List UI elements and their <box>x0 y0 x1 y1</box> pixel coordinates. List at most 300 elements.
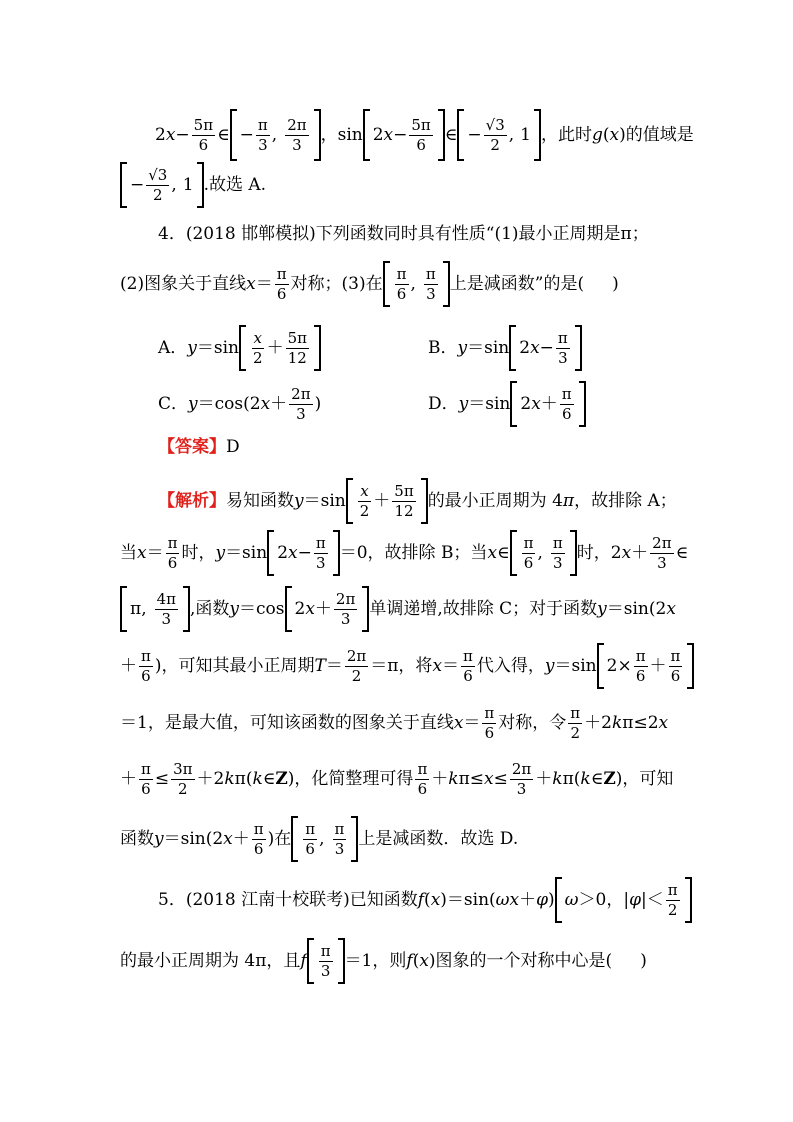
denominator: 3 <box>426 284 436 303</box>
question-4-line-2 <box>120 258 619 310</box>
numerator: π <box>253 819 264 838</box>
left-bracket <box>291 816 298 862</box>
text: ＝sin <box>196 337 240 358</box>
fraction <box>303 819 317 858</box>
var-y: y <box>215 542 226 563</box>
var-y: y <box>187 337 197 358</box>
text: 代入得， <box>476 655 545 676</box>
text: ＝sin <box>225 542 268 563</box>
analysis-line-6 <box>120 756 673 802</box>
numerator: π <box>417 759 428 778</box>
denominator: 2 <box>351 666 362 685</box>
fraction <box>556 328 570 367</box>
question-5-line-1 <box>158 874 692 926</box>
text: ＝ <box>463 712 481 733</box>
left-bracket <box>285 586 292 632</box>
text: ＋ <box>631 542 649 563</box>
var-x: x <box>137 542 147 563</box>
analysis-line-2 <box>120 528 688 578</box>
text: ，此时 <box>540 124 592 145</box>
text: ，故排除 A； <box>574 490 677 511</box>
fraction <box>634 646 648 685</box>
numerator: π <box>396 264 407 283</box>
numerator: π <box>463 646 473 665</box>
var-f: f <box>300 950 307 971</box>
text: )，可知其最小正周期 <box>154 655 315 676</box>
text: − <box>130 174 145 195</box>
fraction <box>669 646 683 685</box>
text: 对称，令 <box>498 712 567 733</box>
option-d[interactable] <box>428 378 586 430</box>
fraction <box>251 328 265 367</box>
numerator: π <box>425 264 436 283</box>
right-bracket <box>362 586 369 632</box>
fraction <box>256 115 270 154</box>
numerator: π <box>305 819 316 838</box>
var-x: x <box>453 712 464 733</box>
var-T: T <box>314 655 326 676</box>
denominator: 6 <box>141 779 151 798</box>
right-bracket <box>575 325 582 371</box>
left-bracket <box>509 325 516 371</box>
numerator: π <box>561 384 572 403</box>
denominator: 6 <box>276 284 287 303</box>
denominator: 2 <box>178 779 188 798</box>
analysis-line-5 <box>120 700 668 746</box>
paren-group <box>239 325 321 371</box>
text: ∈ <box>217 124 230 145</box>
denominator: 12 <box>394 501 414 520</box>
fraction <box>395 264 409 303</box>
denominator: 6 <box>417 779 428 798</box>
text: ∈ <box>590 768 604 789</box>
numerator: π <box>667 880 678 899</box>
text: ＝1，则 <box>344 950 407 971</box>
left-bracket <box>363 109 370 161</box>
text: 5．(2018 江南十校联考)已知函数 <box>158 889 418 910</box>
fraction <box>666 880 680 919</box>
var-x: x <box>432 655 443 676</box>
numerator: √3 <box>485 115 505 134</box>
var-x: x <box>658 712 669 733</box>
numerator: 2π <box>291 384 311 403</box>
var-x: x <box>419 950 429 971</box>
text: ＋ <box>519 889 537 910</box>
text: , <box>271 124 278 145</box>
analysis-label: 【解析】 <box>158 490 226 511</box>
text: ( <box>424 889 431 910</box>
fraction <box>192 115 215 154</box>
right-bracket <box>534 109 541 161</box>
var-x: x <box>246 273 256 294</box>
text: ∈ <box>444 124 458 145</box>
text: ( <box>602 124 610 145</box>
paren-group <box>509 325 582 371</box>
text: ) <box>314 393 322 414</box>
fraction <box>484 115 507 154</box>
denominator: 6 <box>670 666 681 685</box>
option-b[interactable] <box>428 322 582 374</box>
question-5-line-2 <box>120 934 647 988</box>
text: ,函数 <box>190 598 230 619</box>
paren-group <box>597 643 695 689</box>
denominator: 6 <box>635 666 646 685</box>
fraction <box>139 646 153 685</box>
paren-group <box>267 530 340 576</box>
text: 1 <box>182 174 194 195</box>
fraction <box>424 264 438 303</box>
fraction <box>286 328 309 367</box>
left-bracket <box>120 162 127 208</box>
text: ＝sin(2 <box>163 828 224 849</box>
denominator: 3 <box>558 348 568 367</box>
text: ) <box>619 124 626 145</box>
text: ) <box>640 950 647 971</box>
interval-bracket <box>510 530 577 576</box>
left-bracket <box>597 643 604 689</box>
text: − <box>175 124 190 145</box>
text: ＝sin <box>468 393 511 414</box>
question-4-line-1 <box>158 222 649 246</box>
numerator: π <box>167 533 178 552</box>
text: ＋ <box>649 655 667 676</box>
text: 上是减函数”的是( <box>449 273 585 294</box>
text: ≤ <box>154 768 170 789</box>
var-phi: φ <box>629 889 641 910</box>
right-bracket <box>314 109 321 161</box>
denominator: 6 <box>523 553 534 572</box>
text: ＝cos <box>239 598 285 619</box>
numerator: 5π <box>193 115 214 134</box>
text: π( <box>562 768 581 789</box>
numerator: π <box>557 328 568 347</box>
text: ) <box>612 273 619 294</box>
left-bracket <box>383 261 390 307</box>
numerator: π <box>320 941 331 960</box>
right-bracket <box>685 877 692 923</box>
var-k: k <box>552 768 563 789</box>
text: 当 <box>120 542 137 563</box>
denominator: 6 <box>198 135 209 154</box>
right-bracket <box>314 325 321 371</box>
denominator: 3 <box>334 839 345 858</box>
numerator: π <box>334 819 345 838</box>
denominator: 3 <box>292 135 302 154</box>
text: (2)图象关于直线 <box>120 273 247 294</box>
text: ＋ <box>540 393 558 414</box>
var-k: k <box>224 768 235 789</box>
numerator: 2π <box>287 115 307 134</box>
text: ， <box>320 124 338 145</box>
denominator: 2 <box>570 723 580 742</box>
denominator: 2 <box>359 501 370 520</box>
text: .故选 A. <box>203 174 267 195</box>
right-bracket <box>351 816 358 862</box>
var-k: k <box>611 712 623 733</box>
text: ＋ <box>232 828 250 849</box>
fraction <box>166 533 180 572</box>
text: ＞0，| <box>578 889 630 910</box>
numerator: 5π <box>287 328 307 347</box>
var-x: x <box>165 124 176 145</box>
text: ∈ <box>262 768 276 789</box>
numerator: π <box>670 646 681 665</box>
denominator: 12 <box>287 348 307 367</box>
var-x: x <box>288 542 298 563</box>
text: )＝sin( <box>440 889 496 910</box>
var-x: x <box>621 542 632 563</box>
text: ＝ <box>146 542 164 563</box>
var-omega: ω <box>495 889 510 910</box>
interval-bracket <box>120 586 190 632</box>
text: ＋ <box>120 768 137 789</box>
numerator: π <box>257 115 268 134</box>
option-label: B． <box>428 337 458 358</box>
option-label: D． <box>428 393 459 414</box>
text: 函数 <box>120 828 154 849</box>
fraction <box>409 115 432 154</box>
text: 的最小正周期为 4π，且 <box>120 950 301 971</box>
option-c[interactable] <box>158 378 321 430</box>
text: ＋ <box>431 768 449 789</box>
denominator: 2 <box>253 348 263 367</box>
answer-line <box>158 436 240 458</box>
fraction <box>650 533 673 572</box>
denominator: 3 <box>657 553 667 572</box>
numerator: 5π <box>411 115 431 134</box>
right-bracket <box>338 938 345 984</box>
denominator: 3 <box>296 404 306 423</box>
denominator: 6 <box>561 404 572 423</box>
fraction <box>568 703 582 742</box>
paren-group <box>363 109 445 161</box>
var-y: y <box>597 598 607 619</box>
var-y: y <box>544 655 555 676</box>
text: ＝ <box>442 655 460 676</box>
text: 的最小正周期为 4 <box>427 490 563 511</box>
right-bracket <box>570 530 577 576</box>
text: ) <box>548 889 555 910</box>
right-bracket <box>443 261 450 307</box>
left-bracket <box>555 877 562 923</box>
interval-bracket <box>120 162 204 208</box>
text: 2 <box>519 337 531 358</box>
fraction <box>146 165 169 204</box>
numerator: 2π <box>511 759 532 778</box>
set-Z: Z <box>275 768 288 789</box>
text: ( <box>412 950 420 971</box>
fraction <box>333 819 347 858</box>
text: ＝sin <box>467 337 510 358</box>
left-bracket <box>346 478 353 524</box>
left-bracket <box>457 109 464 161</box>
interval-bracket <box>230 109 321 161</box>
text: ∈ <box>675 542 689 563</box>
right-bracket <box>438 109 445 161</box>
var-f: f <box>406 950 413 971</box>
numerator: π <box>141 646 151 665</box>
left-bracket <box>230 109 237 161</box>
text: ＋ <box>270 393 288 414</box>
numerator: π <box>141 759 151 778</box>
text: ＋ <box>120 655 137 676</box>
var-x: x <box>609 124 620 145</box>
text: ＝π，将 <box>370 655 433 676</box>
denominator: 3 <box>316 553 326 572</box>
fraction <box>358 481 372 520</box>
text: − <box>239 124 254 145</box>
right-bracket <box>183 586 190 632</box>
text: 2 <box>155 124 166 145</box>
var-x: x <box>531 393 541 414</box>
text: − <box>467 124 482 145</box>
left-bracket <box>510 530 517 576</box>
left-bracket <box>307 938 314 984</box>
text: ＝cos(2 <box>197 393 261 414</box>
text: 时， <box>181 542 216 563</box>
text: π <box>130 598 142 619</box>
fraction <box>171 759 194 798</box>
numerator: 4π <box>156 589 176 608</box>
numerator: x <box>360 481 369 500</box>
fraction <box>461 646 475 685</box>
numerator: π <box>552 533 563 552</box>
var-y: y <box>229 598 240 619</box>
text: π <box>562 490 575 511</box>
denominator: 6 <box>305 839 315 858</box>
right-bracket <box>579 381 586 427</box>
text: ＝sin <box>303 490 346 511</box>
interval-bracket <box>457 109 541 161</box>
fraction <box>319 941 333 980</box>
numerator: 2π <box>346 646 367 665</box>
paren-group <box>307 938 345 984</box>
left-bracket <box>239 325 246 371</box>
fraction <box>285 115 308 154</box>
text: 对称；(3)在 <box>290 273 383 294</box>
analysis-line-1 <box>158 476 677 526</box>
text: 单调递增,故排除 C；对于函数 <box>369 598 598 619</box>
question-text: 4．(2018 邯郸模拟)下列函数同时具有性质“(1)最小正周期是π； <box>158 223 649 244</box>
numerator: x <box>253 328 263 347</box>
text: , <box>141 598 147 619</box>
var-y: y <box>188 393 198 414</box>
option-a[interactable] <box>158 322 321 374</box>
numerator: π <box>276 264 287 283</box>
var-x: x <box>487 542 498 563</box>
text: ＋2 <box>584 712 612 733</box>
fraction <box>252 819 266 858</box>
text: ＋ <box>314 598 332 619</box>
text: , <box>410 273 416 294</box>
text: − <box>539 337 554 358</box>
var-k: k <box>580 768 591 789</box>
numerator: π <box>484 703 495 722</box>
denominator: 3 <box>320 961 331 980</box>
interval-bracket <box>291 816 358 862</box>
text: ＋ <box>373 490 391 511</box>
answer-value: D <box>226 436 240 457</box>
numerator: π <box>315 533 326 552</box>
text: π( <box>234 768 253 789</box>
option-label: C． <box>158 393 189 414</box>
numerator: 5π <box>394 481 414 500</box>
text: 上是减函数．故选 D. <box>358 828 519 849</box>
var-x: x <box>530 337 540 358</box>
solution-line-2 <box>120 160 266 210</box>
denominator: 6 <box>396 284 407 303</box>
var-k: k <box>252 768 263 789</box>
text: π≤ <box>458 768 485 789</box>
denominator: 3 <box>161 609 172 628</box>
numerator: π <box>523 533 534 552</box>
fraction <box>155 589 178 628</box>
numerator: 2π <box>335 589 356 608</box>
var-k: k <box>448 768 459 789</box>
text: )，可知 <box>615 768 674 789</box>
text: π≤2 <box>622 712 659 733</box>
var-x: x <box>383 124 394 145</box>
var-y: y <box>294 490 304 511</box>
text: , <box>537 542 543 563</box>
paren-group <box>555 877 692 923</box>
option-label: A． <box>158 337 188 358</box>
var-x: x <box>305 598 315 619</box>
fraction <box>560 384 574 423</box>
fraction <box>392 481 415 520</box>
right-bracket <box>421 478 428 524</box>
text: 易知函数 <box>226 490 294 511</box>
text: ＝ <box>325 655 343 676</box>
text: 1 <box>520 124 531 145</box>
numerator: √3 <box>148 165 168 184</box>
var-x: x <box>260 393 271 414</box>
text: − <box>297 542 312 563</box>
text: 2× <box>606 655 632 676</box>
denominator: 2 <box>667 900 678 919</box>
left-bracket <box>267 530 274 576</box>
text: ＝0，故排除 B；当 <box>339 542 488 563</box>
var-y: y <box>154 828 164 849</box>
numerator: 3π <box>173 759 193 778</box>
paren-group <box>285 586 370 632</box>
interval-bracket <box>383 261 450 307</box>
text: )，化简整理可得 <box>287 768 414 789</box>
denominator: 3 <box>516 779 527 798</box>
denominator: 2 <box>153 185 163 204</box>
fraction <box>314 533 328 572</box>
text: )在 <box>267 828 292 849</box>
text: ＝1，是最大值，可知该函数的图象关于直线 <box>120 712 454 733</box>
fraction <box>415 759 429 798</box>
analysis-line-3 <box>120 584 676 634</box>
text: ≤ <box>493 768 508 789</box>
fraction <box>289 384 312 423</box>
text: 2 <box>277 542 289 563</box>
text: , <box>171 174 177 195</box>
paren-group <box>346 478 428 524</box>
denominator: 3 <box>340 609 351 628</box>
fraction <box>510 759 533 798</box>
text: )图象的一个对称中心是( <box>428 950 613 971</box>
analysis-line-7 <box>120 814 518 864</box>
text: − <box>393 124 408 145</box>
denominator: 6 <box>141 666 151 685</box>
right-bracket <box>333 530 340 576</box>
var-phi: φ <box>536 889 549 910</box>
var-x: x <box>430 889 441 910</box>
var-x: x <box>666 598 676 619</box>
